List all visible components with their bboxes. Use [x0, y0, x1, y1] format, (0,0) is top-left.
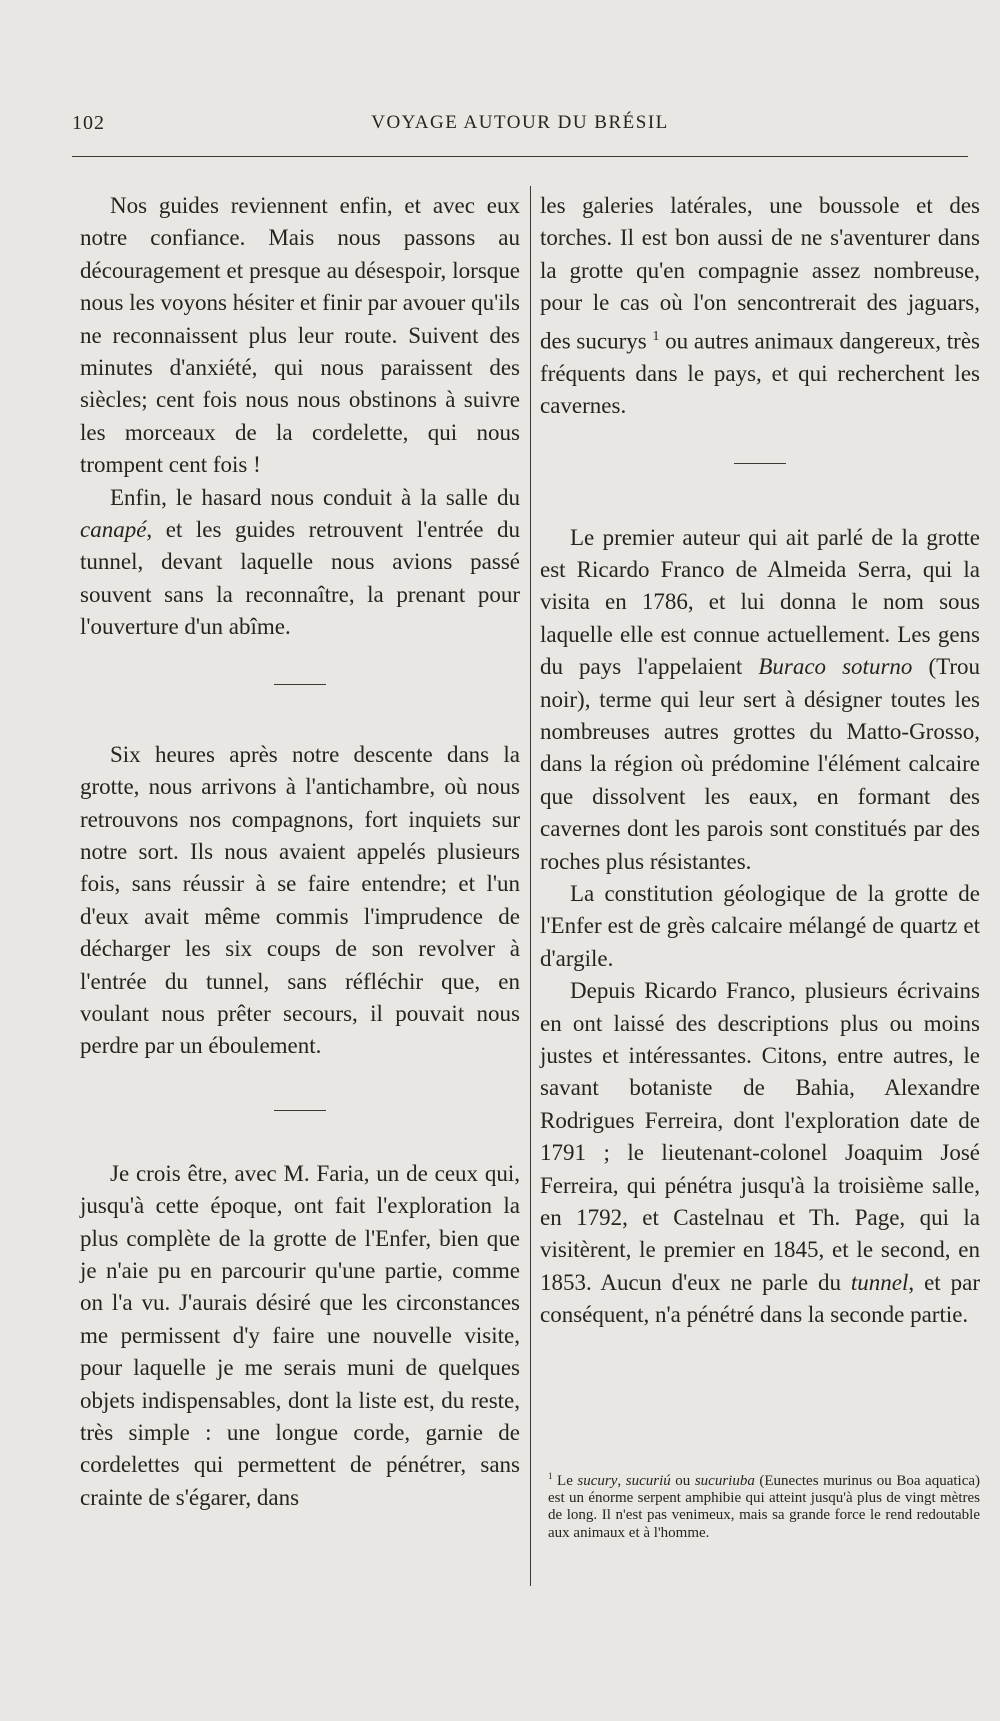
section-separator: [274, 1110, 326, 1111]
text-run: Enfin, le hasard nous conduit à la salle du: [110, 484, 520, 510]
running-header: [72, 112, 968, 144]
paragraph: Nos guides reviennent enfin, et avec eux notre confiance. Mais nous passons au découragement et presque au désespoir, lorsque nous les voyons hésiter et finir par avouer qu'ils ne reconnaissent plus leur route. Suivent des minutes d'anxiété, qui nous paraissent des siècles; cent fois nous nous obstinons à suivre les morceaux de la cordelette, qui nous trompent cent fois !: [80, 193, 520, 478]
paragraph: [540, 975, 980, 1331]
paragraph: [80, 482, 520, 644]
text-run: Le premier auteur qui ait parlé de la grotte est Ricardo Franco de Almeida Serra, qui la visita en 1786, et lui donna le nom sous laquelle elle est connue actuellement. Les gens du pays l'appelaient: [540, 524, 980, 680]
paragraph: Six heures après notre descente dans la grotte, nous arrivons à l'antichambre, où nous retrouvons nos compagnons, fort inquiets sur notre sort. Ils nous avaient appelés plusieurs fois, sans réussir à se faire entendre; et l'un d'eux avait même commis l'imprudence de décharger les six coups de son revolver à l'entrée du tunnel, sans réfléchir que, en voulant nous prêter secours, il pouvait nous perdre par un éboulement.: [80, 741, 520, 1059]
italic-term: canapé: [80, 517, 147, 543]
paragraph: [540, 522, 980, 878]
paragraph: [540, 190, 980, 423]
text-run: (Eunectes murinus ou Boa aquatica) est un énorme serpent amphibie qui atteint jusqu'à plus de vingt mètres de long. Il n'est pas venimeux, mais sa grande force le rend redoutable aux animaux et à l'homme.: [548, 1473, 981, 1541]
page-number: 102: [72, 112, 105, 134]
italic-term: tunnel: [850, 1269, 909, 1295]
section-separator: [734, 463, 786, 464]
text-run: les galeries latérales, une boussole et des torches. Il est bon aussi de ne s'aventurer dans la grotte qu'en compagnie assez nombreuse, pour le cas où l'on sencontrerait des jaguars, des sucurys: [540, 193, 980, 354]
left-column: [80, 190, 520, 1514]
header-rule: [72, 156, 968, 157]
paragraph: Je crois être, avec M. Faria, un de ceux qui, jusqu'à cette époque, ont fait l'exploration la plus complète de la grotte de l'Enfer, bien que je n'aie pu en parcourir qu'une partie, comme on l'a vu. J'aurais désiré que les circonstances me permissent d'y faire une nouvelle visite, pour laquelle je me serais muni de quelques objets indispensables, dont la liste est, du reste, très simple : une longue corde, garnie de cordelettes qui permettent de pénétrer, sans crainte de s'égarer, dans: [80, 1160, 520, 1510]
text-run: ou autres animaux dangereux, très fréquents dans le pays, et qui recherchent les cavernes.: [540, 328, 981, 419]
text-run: , et les guides retrouvent l'entrée du tunnel, devant laquelle nous avions passé souvent sans la reconnaître, la prenant pour l'ouverture d'un abîme.: [80, 517, 520, 640]
text-run: (Trou noir), terme qui leur sert à désigner toutes les nombreuses autres grottes du Matto-Grosso, dans la région où prédomine l'élément calcaire que dissolvent les eaux, en formant des cavernes dont les parois sont constitués par des roches plus résistantes.: [540, 654, 980, 874]
text-run: Depuis Ricardo Franco, plusieurs écrivains en ont laissé des descriptions plus ou moins justes et intéressantes. Citons, entre autres, le savant botaniste de Bahia, Alexandre Rodrigues Ferreira, dont l'exploration date de 1791 ; le lieutenant-colonel Joaquim José Ferreira, qui pénétra jusqu'à la troisième salle, en 1792, et Castelnau et Th. Page, qui la visitèrent, le premier en 1845, et le second, en 1853. Aucun d'eux ne parle du: [540, 978, 980, 1295]
paragraph: La constitution géologique de la grotte de l'Enfer est de grès calcaire mélangé de quartz et d'argile.: [540, 880, 980, 971]
running-title: VOYAGE AUTOUR DU BRÉSIL: [371, 112, 669, 133]
text-run: ou: [670, 1473, 695, 1489]
right-column: [540, 190, 980, 1332]
italic-term: sucuriuba: [694, 1473, 755, 1489]
text-run: Le: [552, 1473, 578, 1489]
section-separator: [274, 684, 326, 685]
italic-term: Buraco soturno: [758, 654, 913, 680]
text-run: , et par conséquent, n'a pénétré dans la seconde partie.: [540, 1269, 981, 1328]
column-divider: [530, 186, 531, 1586]
footnote-reference: 1: [652, 327, 660, 343]
text-run: ,: [617, 1473, 626, 1489]
footnote: [548, 1468, 980, 1542]
italic-term: sucury: [577, 1473, 618, 1489]
italic-term: sucuriú: [625, 1473, 671, 1489]
footnote-marker: 1: [548, 1471, 553, 1481]
